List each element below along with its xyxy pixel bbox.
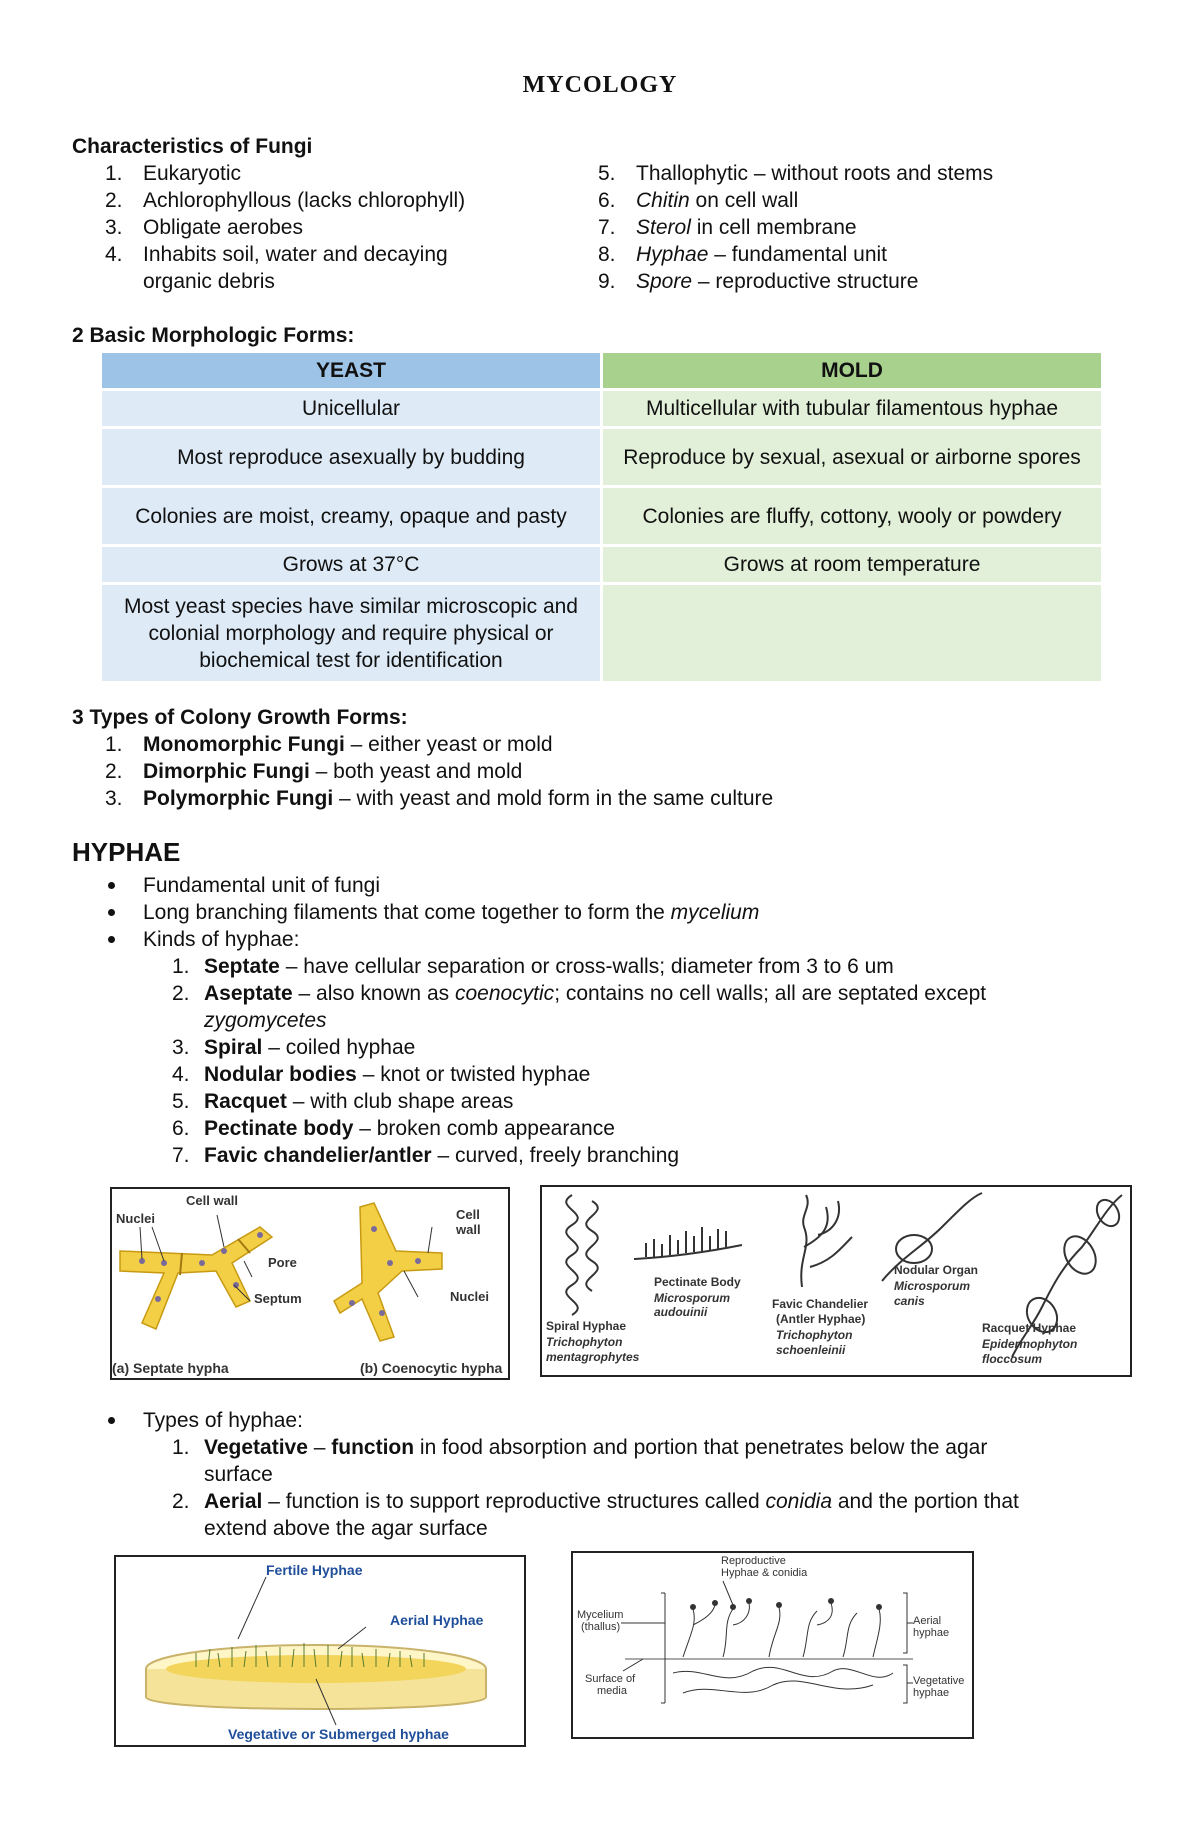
types-bullet <box>72 1407 1172 1434</box>
hyphae-varieties-figure <box>540 1185 1132 1377</box>
hyphae-bullets <box>72 872 1172 953</box>
list-item: 6. Pectinate body – broken comb appearance <box>172 1117 615 1140</box>
favic-label-2: (Antler Hyphae) <box>776 1312 866 1326</box>
nodular-species: Microsporum <box>894 1279 971 1293</box>
aerial-label-2: hyphae <box>913 1627 950 1639</box>
petri-dish-figure <box>114 1555 526 1747</box>
list-item: 3. Obligate aerobes <box>105 216 303 239</box>
fertile-hyphae-label: Fertile Hyphae <box>266 1562 363 1578</box>
septum-label: Septum <box>254 1291 302 1306</box>
racquet-label: Racquet Hyphae <box>982 1321 1077 1335</box>
hypha-types-figure <box>110 1187 510 1380</box>
mycelium-label-2: (thallus) <box>581 1621 621 1633</box>
table-cell: Colonies are moist, creamy, opaque and pasty <box>102 488 600 544</box>
list-item: 4. Nodular bodies – knot or twisted hyphae <box>172 1063 591 1086</box>
mycelium-illustration <box>573 1553 974 1739</box>
colony-list <box>72 731 1172 812</box>
list-item: Kinds of hyphae: <box>72 926 1172 953</box>
favic-species: Trichophyton <box>776 1328 853 1342</box>
table-cell: Most yeast species have similar microscopic and colonial morphology and require physical or biochemical test for identification <box>102 585 600 681</box>
favic-species-2: schoenleinii <box>776 1343 846 1357</box>
surface-label-2: media <box>597 1685 627 1697</box>
list-item: 7. Sterol in cell membrane <box>598 216 857 239</box>
list-item: 3. Polymorphic Fungi – with yeast and mold form in the same culture <box>105 787 774 810</box>
table-cell: Unicellular <box>102 391 600 426</box>
list-item: 2. Aerial – function is to support reproductive structures called conidia and the portion that extend above the agar surface <box>172 1490 1019 1540</box>
mold-header: MOLD <box>603 353 1101 388</box>
list-item: 8. Hyphae – fundamental unit <box>598 243 888 266</box>
table-cell: Grows at 37°C <box>102 547 600 582</box>
coenocytic-caption: (b) Coenocytic hypha <box>360 1360 503 1376</box>
list-item: 2. Achlorophyllous (lacks chlorophyll) <box>105 189 466 212</box>
list-item: 1. Monomorphic Fungi – either yeast or mold <box>105 733 553 756</box>
colony-heading: 3 Types of Colony Growth Forms: <box>72 706 408 729</box>
list-item: 2. Dimorphic Fungi – both yeast and mold <box>105 760 523 783</box>
list-item: 3. Spiral – coiled hyphae <box>172 1036 416 1059</box>
septate-caption: (a) Septate hypha <box>112 1360 229 1376</box>
petri-dish-illustration <box>116 1557 526 1747</box>
nuclei-label: Nuclei <box>116 1211 156 1226</box>
table-cell <box>603 585 1101 681</box>
nuclei-b-label: Nuclei <box>450 1289 490 1304</box>
mycelium-label: Mycelium <box>577 1609 624 1621</box>
vegetative-label-2: hyphae <box>913 1687 950 1699</box>
vegetative-label: Vegetative <box>913 1675 965 1687</box>
table-cell: Multicellular with tubular filamentous hyphae <box>603 391 1101 426</box>
hyphae-types-list <box>72 1434 1172 1542</box>
nodular-species-2: canis <box>894 1294 925 1308</box>
spiral-label: Spiral Hyphae <box>546 1319 627 1333</box>
hyphae-heading: HYPHAE <box>72 837 181 867</box>
yeast-header: YEAST <box>102 353 600 388</box>
list-item: 1. Eukaryotic <box>105 162 242 185</box>
list-item: 9. Spore – reproductive structure <box>598 270 919 293</box>
cell-wall-b-label: Cell wall <box>456 1207 481 1237</box>
surface-label: Surface of <box>585 1673 636 1685</box>
characteristics-heading: Characteristics of Fungi <box>72 135 313 158</box>
list-item: 1. Septate – have cellular separation or cross-walls; diameter from 3 to 6 um <box>172 955 894 978</box>
mycelium-figure <box>571 1551 974 1739</box>
table-cell: Colonies are fluffy, cottony, wooly or powdery <box>603 488 1101 544</box>
list-item: Types of hyphae: <box>72 1407 1172 1434</box>
pectinate-label: Pectinate Body <box>654 1275 741 1289</box>
morphology-table <box>99 350 1104 684</box>
list-item: 1. Vegetative – function in food absorption and portion that penetrates below the agar surface <box>172 1436 988 1486</box>
reproductive-label: Reproductive <box>721 1555 786 1567</box>
racquet-species: Epidermophyton <box>982 1337 1078 1351</box>
pore-label: Pore <box>268 1255 297 1270</box>
pectinate-species-2: audouinii <box>654 1305 708 1319</box>
nodular-label: Nodular Organ <box>894 1263 979 1277</box>
aerial-hyphae-label: Aerial Hyphae <box>390 1612 484 1628</box>
hyphae-kinds-list <box>72 953 1172 1169</box>
spiral-species: Trichophyton <box>546 1335 623 1349</box>
spiral-species-2: mentagrophytes <box>546 1350 640 1364</box>
list-item: 6. Chitin on cell wall <box>598 189 799 212</box>
list-item: 5. Thallophytic – without roots and stems <box>598 162 994 185</box>
list-item: 2. Aseptate – also known as coenocytic; contains no cell walls; all are septated except zygomycetes <box>172 982 987 1032</box>
table-cell: Most reproduce asexually by budding <box>102 429 600 485</box>
characteristics-right-list <box>565 160 1165 295</box>
table-cell: Reproduce by sexual, asexual or airborne spores <box>603 429 1101 485</box>
favic-label: Favic Chandelier <box>772 1297 869 1311</box>
morphologic-heading: 2 Basic Morphologic Forms: <box>72 324 355 347</box>
page-title: MYCOLOGY <box>522 72 678 98</box>
list-item: Fundamental unit of fungi <box>72 872 1172 899</box>
list-item: 4. Inhabits soil, water and decaying organic debris <box>105 243 448 293</box>
pectinate-species: Microsporum <box>654 1291 731 1305</box>
reproductive-label-2: Hyphae & conidia <box>721 1567 808 1579</box>
characteristics-left-list <box>72 160 592 295</box>
cell-wall-label: Cell wall <box>186 1193 239 1208</box>
hypha-illustration <box>112 1189 510 1380</box>
racquet-species-2: floccosum <box>982 1352 1043 1366</box>
list-item: 7. Favic chandelier/antler – curved, freely branching <box>172 1144 680 1167</box>
vegetative-hyphae-label: Vegetative or Submerged hyphae <box>228 1726 449 1742</box>
list-item: Long branching filaments that come together to form the mycelium <box>72 899 1172 926</box>
table-cell: Grows at room temperature <box>603 547 1101 582</box>
list-item: 5. Racquet – with club shape areas <box>172 1090 514 1113</box>
aerial-label: Aerial <box>913 1615 942 1627</box>
